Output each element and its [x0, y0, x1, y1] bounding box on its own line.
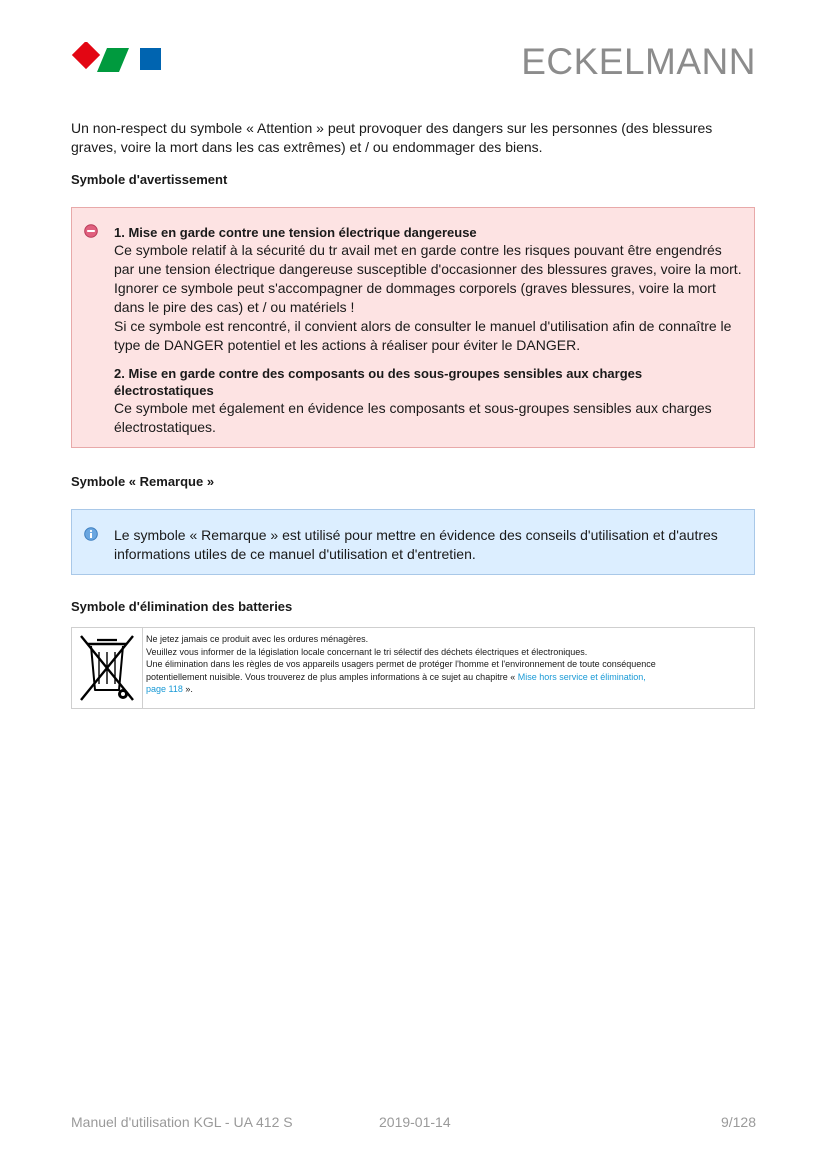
warning-item1-line: Si ce symbole est rencontré, il convient alors de consulter le manuel d'utilisation afin de connaître le: [114, 318, 732, 334]
chapter-link[interactable]: Mise hors service et élimination,: [517, 671, 646, 682]
battery-line: [146, 683, 746, 696]
battery-text: [146, 633, 746, 696]
warning-item1-title: 1. Mise en garde contre une tension électrique dangereuse: [114, 225, 477, 240]
note-line: informations utiles de ce manuel d'utilisation et d'entretien.: [114, 546, 476, 562]
footer-date: 2019-01-14: [379, 1114, 451, 1130]
crossed-bin-icon: [77, 634, 137, 702]
warning-item1-line: Ce symbole relatif à la sécurité du tr avail met en garde contre les risques pouvant être engendrés: [114, 242, 722, 258]
warning-item2-line: électrostatiques.: [114, 419, 216, 435]
warning-heading: Symbole d'avertissement: [71, 172, 228, 187]
note-text: [114, 526, 744, 564]
warning-item2-title: électrostatiques: [114, 383, 214, 398]
footer-doc-title: Manuel d'utilisation KGL - UA 412 S: [71, 1114, 293, 1130]
warning-item1-line: par une tension électrique dangereuse susceptible d'occasionner des blessures graves, voire la mort.: [114, 261, 742, 277]
logo-red-diamond: [72, 42, 100, 69]
battery-line-prefix: potentiellement nuisible. Vous trouverez de plus amples informations à ce sujet au chapitre «: [146, 671, 518, 682]
brand-name: ECKELMANN: [521, 41, 756, 82]
battery-heading: Symbole d'élimination des batteries: [71, 599, 293, 614]
logo-blue-square: [140, 48, 161, 70]
warning-item1-line: type de DANGER potentiel et les actions à réaliser pour éviter le DANGER.: [114, 337, 581, 353]
note-heading: Symbole « Remarque »: [71, 474, 215, 489]
battery-line-suffix: ».: [182, 684, 193, 694]
warning-item2-title: 2. Mise en garde contre des composants ou des sous-groupes sensibles aux charges: [114, 366, 643, 381]
battery-line: Veuillez vous informer de la législation locale concernant le tri sélectif des déchets électriques et électroniques.: [146, 646, 588, 657]
battery-line: [146, 671, 746, 684]
battery-line: Une élimination dans les règles de vos appareils usagers permet de protéger l'homme et l'environnement de toute conséquence: [146, 659, 656, 669]
warning-item1-line: Ignorer ce symbole peut s'accompagner de dommages corporels (graves blessures, voire la mort: [114, 280, 716, 296]
intro-paragraph: Un non-respect du symbole « Attention » peut provoquer des dangers sur les personnes (des blessures graves, voire la mort dans les cas extrêmes) et / ou endommager des biens.: [71, 120, 713, 155]
warning-item1-line: dans le pire des cas) et / ou matériels !: [114, 299, 355, 315]
info-circle-icon: [84, 527, 98, 541]
page-link[interactable]: page 118: [146, 684, 183, 694]
battery-disposal-table: [71, 627, 755, 709]
warning-text: [114, 224, 744, 437]
minus-circle-icon: [84, 224, 98, 238]
note-box: [71, 509, 755, 575]
battery-icon-cell: [72, 628, 143, 708]
warning-box: [71, 207, 755, 448]
logo-green-parallelogram: [97, 48, 129, 72]
footer-page-number: 9/128: [720, 1114, 756, 1130]
warning-item2-line: Ce symbole met également en évidence les composants et sous-groupes sensibles aux charges: [114, 400, 712, 416]
battery-line: Ne jetez jamais ce produit avec les ordures ménagères.: [146, 634, 369, 644]
note-line: Le symbole « Remarque » est utilisé pour mettre en évidence des conseils d'utilisation et d'autres: [114, 527, 718, 543]
eckelmann-logo-mark: [71, 42, 163, 74]
